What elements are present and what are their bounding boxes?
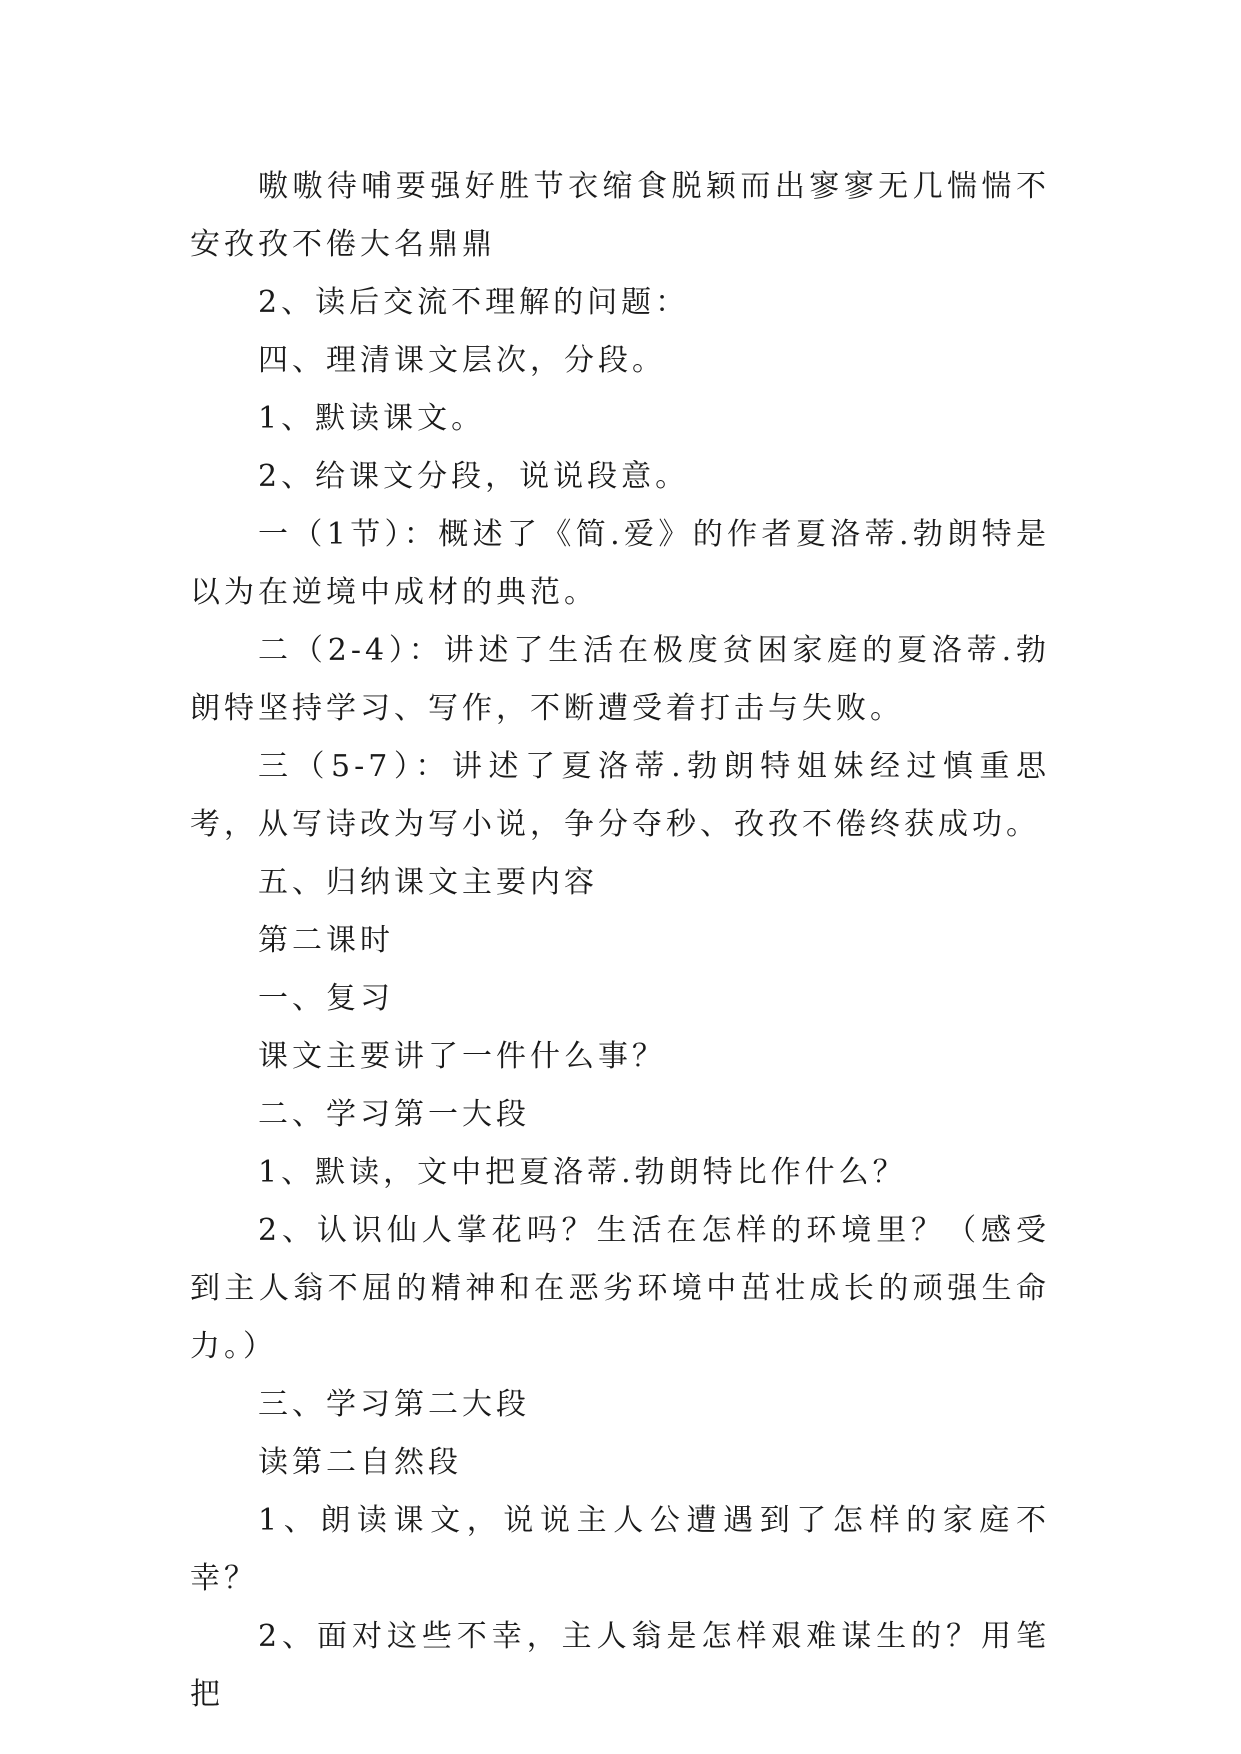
paragraph-misfortune-question: 1、朗读课文，说说主人公遭遇到了怎样的家庭不幸？ bbox=[190, 1503, 1050, 1596]
heading-section-four: 四、理清课文层次，分段。 bbox=[258, 343, 666, 378]
paragraph-part-three: 三（5-7）：讲述了夏洛蒂.勃朗特姐妹经过慎重思考，从写诗改为写小说，争分夺秒、孜孜不倦终获成功。 bbox=[190, 749, 1050, 842]
paragraph-part-one: 一（1节）：概述了《简.爱》的作者夏洛蒂.勃朗特是以为在逆境中成材的典范。 bbox=[190, 517, 1050, 610]
paragraph-read-second: 读第二自然段 bbox=[258, 1445, 462, 1480]
paragraph-cactus-question: 2、认识仙人掌花吗？生活在怎样的环境里？（感受到主人翁不屈的精神和在恶劣环境中茁壮成长的顽强生命力。） bbox=[190, 1213, 1050, 1364]
heading-first-part: 二、学习第一大段 bbox=[258, 1097, 530, 1132]
paragraph-discussion: 2、读后交流不理解的问题： bbox=[258, 285, 690, 320]
paragraph-divide-text: 2、给课文分段，说说段意。 bbox=[258, 459, 690, 494]
heading-second-part: 三、学习第二大段 bbox=[258, 1387, 530, 1422]
heading-second-lesson: 第二课时 bbox=[258, 923, 394, 958]
paragraph-silent-reading: 1、默读课文。 bbox=[258, 401, 486, 436]
document-body bbox=[190, 158, 1050, 1724]
heading-section-five: 五、归纳课文主要内容 bbox=[258, 865, 598, 900]
paragraph-vocabulary: 嗷嗷待哺要强好胜节衣缩食脱颖而出寥寥无几惴惴不安孜孜不倦大名鼎鼎 bbox=[190, 169, 1050, 262]
paragraph-part-two: 二（2-4）：讲述了生活在极度贫困家庭的夏洛蒂.勃朗特坚持学习、写作，不断遭受着打击与失败。 bbox=[190, 633, 1050, 726]
paragraph-metaphor-question: 1、默读，文中把夏洛蒂.勃朗特比作什么？ bbox=[258, 1155, 907, 1190]
paragraph-review-question: 课文主要讲了一件什么事？ bbox=[258, 1039, 666, 1074]
heading-review: 一、复习 bbox=[258, 981, 394, 1016]
paragraph-livelihood-question: 2、面对这些不幸，主人翁是怎样艰难谋生的？用笔把 bbox=[190, 1619, 1050, 1712]
